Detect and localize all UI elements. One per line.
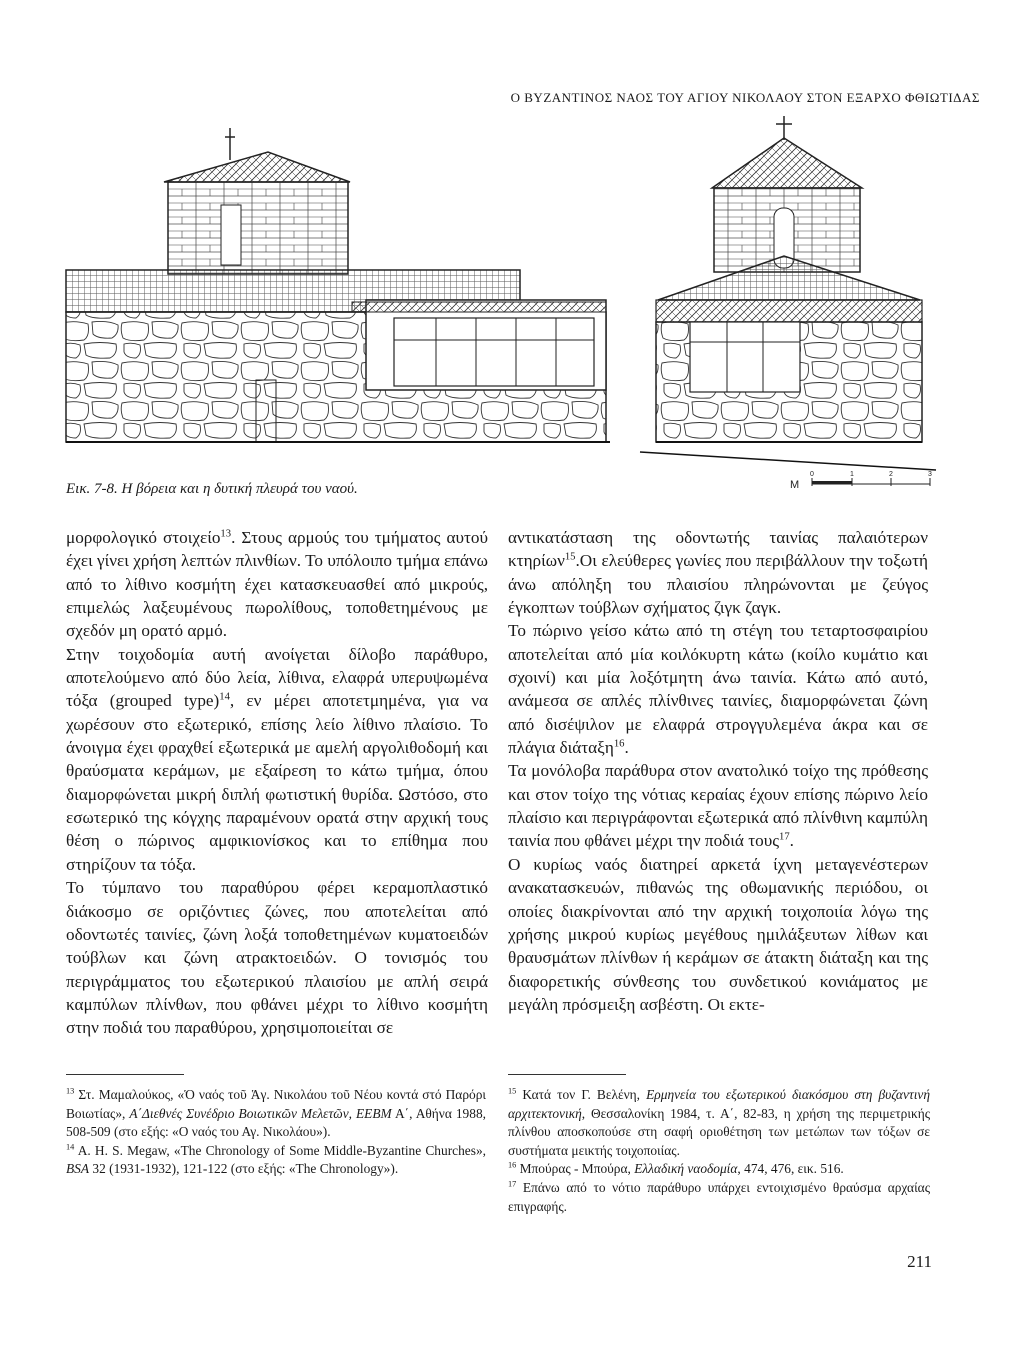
paragraph: Τα μονόλοβα παράθυρα στον ανατολικό τοίχο της πρόθεσης και στον τοίχο της νότιας κεραίας έχουν επίσης πώρινο λείο πλαίσιο και περιγράφονται εξωτερικά από πλίνθινη καμπύλη ταινία που φθάνει μέχρι την ποδιά τους$^{17}$.	[508, 761, 928, 851]
running-header: Ο ΒΥΖΑΝΤΙΝΟΣ ΝΑΟΣ ΤΟΥ ΑΓΙΟΥ ΝΙΚΟΛΑΟΥ ΣΤΟΝ ΕΞΑΡΧΟ ΦΘΙΩΤΙΔΑΣ	[510, 90, 980, 105]
footnote-ref[interactable]: 14	[219, 691, 230, 703]
footnote-14: $^{14}$ A. H. S. Megaw, «The Chronology of Some Middle-Byzantine Churches», BSA 32 (1931-1932), 121-122 (στο εξής: «The Chronology»).	[66, 1142, 486, 1177]
body-column-left	[66, 526, 488, 1040]
scale-bar	[790, 471, 932, 491]
footnote-rule-right	[508, 1074, 626, 1075]
figure-caption: Εικ. 7-8. Η βόρεια και η δυτική πλευρά του ναού.	[66, 481, 358, 497]
footnote-13: $^{13}$ Στ. Μαμαλούκος, «Ὁ ναός τοῦ Ἁγ. Νικολάου τοῦ Νέου κοντά στό Παρόρι Βοιωτίας», Α΄Διεθνές Συνέδριο Βοιωτικῶν Μελετῶν, ΕΕΒΜ Α΄, Αθήνα 1988, 508-509 (στο εξής: «Ο ναός του Αγ. Νικολάου»).	[66, 1086, 486, 1140]
church-elevation-drawings	[0, 0, 1024, 500]
west-elevation-drawing	[640, 116, 936, 470]
footnotes-left	[66, 1086, 486, 1179]
scale-tick: 1	[850, 471, 854, 478]
footnote-ref[interactable]: 16	[613, 738, 625, 750]
footnote-16: $^{16}$ Μπούρας - Μπούρα, Ελλαδική ναοδομία, 474, 476, εικ. 516.	[508, 1160, 844, 1177]
north-elevation-drawing	[66, 128, 610, 442]
paragraph: Το πώρινο γείσο κάτω από τη στέγη του τεταρτοσφαιρίου αποτελείται από μία κοιλόκυρτη κάτω (κοίλο κυμάτιο και σχοινί) και μία λοξότμητη άνω ταινία. Κάτω από αυτό, ανάμεσα σε απλές πλίνθινες ταινίες, διαμορφώνεται ζώνη από δισέψιλον με ελαφρά στρογγυλεμένα άκρα και σε πλάγια διάταξη$^{16}$.	[508, 621, 928, 758]
body-column-right	[508, 526, 928, 1016]
footnote-rule-left	[66, 1074, 184, 1075]
page-number: 211	[907, 1252, 932, 1271]
footnote-ref[interactable]: 13	[220, 528, 232, 540]
footnote-ref[interactable]: 15	[564, 551, 576, 563]
scale-label: M	[790, 479, 800, 491]
footnote-17: $^{17}$ Επάνω από το νότιο παράθυρο υπάρχει εντοιχισμένο θραύσμα αρχαίας επιγραφής.	[508, 1179, 930, 1214]
paragraph: Ο κυρίως ναός διατηρεί αρκετά ίχνη μεταγενέστερων ανακατασκευών, πιθανώς της οθωμανικής περιόδου, οι οποίες διακρίνονται από την αρχική τοιχοποιία λόγω της χρήσης μικρού κυρίως μεγέθους ημιλάξευτων λίθων και θραυσμάτων πλίνθων ή κεράμων σε άτακτη διάταξη και της διαφορετικής σύνθεσης του συνδετικού κονιάματος με μεγάλη πρόσμειξη ασβέστη. Οι εκτε-	[508, 854, 928, 1014]
paragraph: μορφολογικό στοιχείο$^{13}$. Στους αρμούς του τμήματος αυτού έχει γίνει χρήση λεπτών πλινθίων. Το υπόλοιπο τμήμα επάνω από το λίθινο κοσμήτη έχει κατασκευασθεί από μικρούς, επιμελώς λαξευμένους πωρολίθους, τοποθετημένους με σχεδόν μη ορατό αρμό.	[66, 528, 488, 641]
scale-tick: 0	[810, 471, 814, 478]
scale-tick: 3	[928, 471, 932, 478]
footnote-ref[interactable]: 17	[779, 831, 790, 843]
paragraph: αντικατάσταση της οδοντωτής ταινίας παλαιότερων κτηρίων$^{15}$.Οι ελεύθερες γωνίες που περιβάλλουν την τοξωτή άνω απόληξη του πλαισίου πληρώνονται με ζεύγος έγκοπτων τούβλων σχήματος ζιγκ ζαγκ.	[508, 528, 928, 618]
footnote-15: $^{15}$ Κατά τον Γ. Βελένη, Ερμηνεία του εξωτερικού διακόσμου στη βυζαντινή αρχιτεκτονική, Θεσσαλονίκη 1984, τ. Α΄, 82-83, η χρήση της περιμετρικής πλίνθου αποσκοπούσε στη σαφή οριοθέτηση των μετώπων των τόξων σε συστήματα μεικτής τοιχοποιίας.	[508, 1086, 931, 1158]
paragraph: Το τύμπανο του παραθύρου φέρει κεραμοπλαστικό διάκοσμο σε οριζόντιες ζώνες, που αποτελείται από οδοντωτές ταινίες, ζώνη λοξά τοποθετημένων κυματοειδών τούβλων και ζώνη ατρακτοειδών. Ο τονισμός του περιγράμματος του εξωτερικού πλαισίου με απλή σειρά καμπύλων πλίνθων, που φθάνει μέχρι το λίθινο κοσμήτη στην ποδιά του παραθύρου, χρησιμοποιείται σε	[66, 878, 488, 1038]
scale-tick: 2	[889, 471, 893, 478]
paragraph: Στην τοιχοδομία αυτή ανοίγεται δίλοβο παράθυρο, αποτελούμενο από δύο λεία, λίθινα, ελαφρά υπερυψωμένα τόξα (grouped type)$^{14}$, εν μέρει αποτετμημένα, για να χωρέσουν στο εξωτερικό, επίσης λείο λίθινο πλαίσιο. Το άνοιγμα έχει φραχθεί εξωτερικά με αμελή αργολιθοδομή και θραύσματα κεράμων, με εξαίρεση το κάτω τμήμα, όπου διαμορφώνεται μικρή διπλή φωτιστική θυρίδα. Ωστόσο, στο εσωτερικό της κόγχης παραμένουν ορατά στην αρχική τους θέση ο πώρινος αμφικιονίσκος και το επίθημα που στηρίζουν τα τόξα.	[66, 644, 489, 874]
footnotes-right	[508, 1086, 930, 1216]
